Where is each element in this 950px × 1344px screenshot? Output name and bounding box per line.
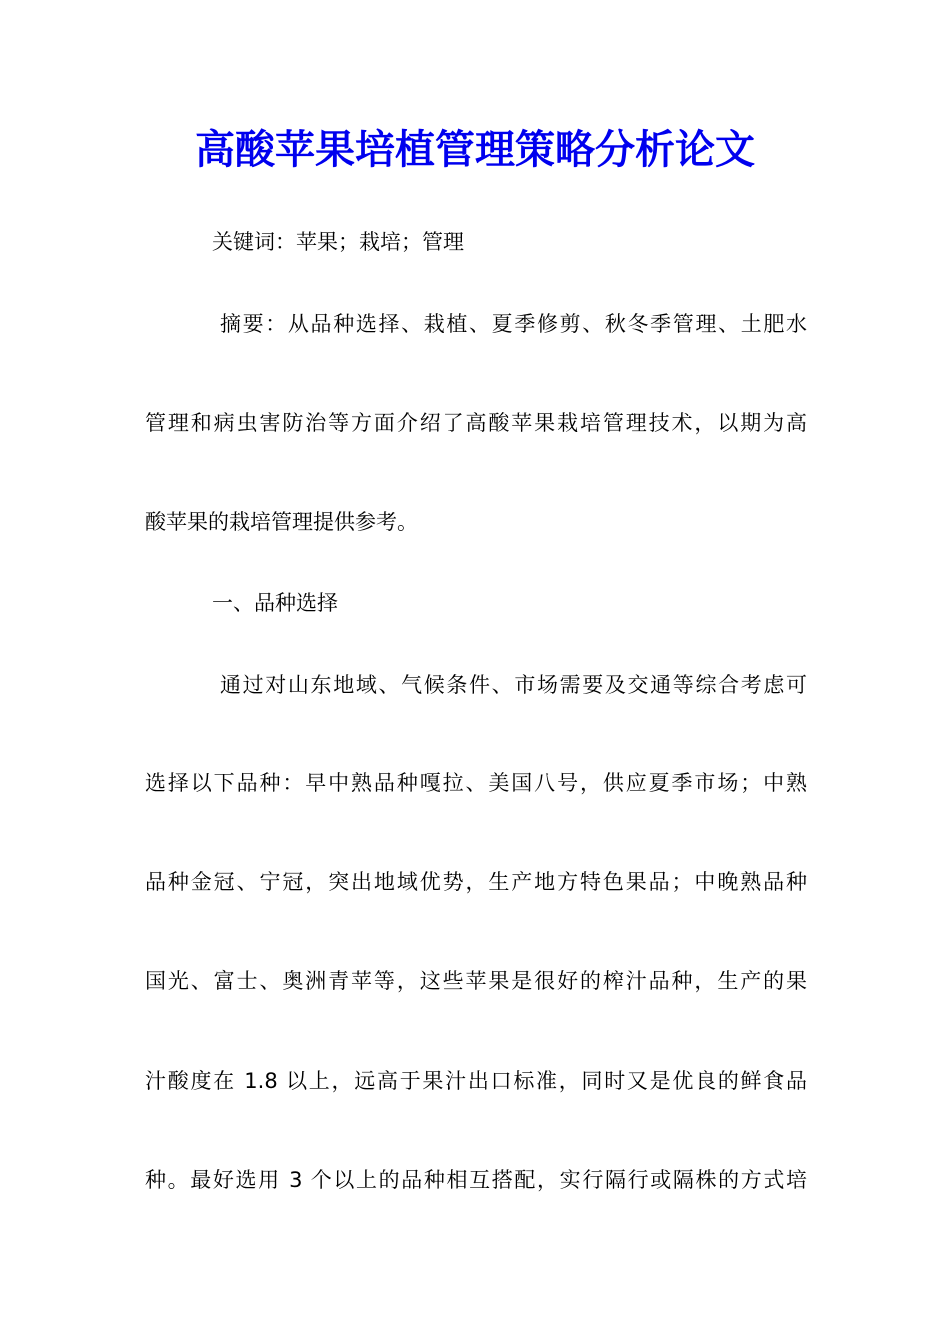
abstract-line: 酸苹果的栽培管理提供参考。 [145, 510, 418, 534]
section-heading: 一、品种选择 [212, 591, 338, 615]
body-line: 汁酸度在 1.8 以上，远高于果汁出口标准，同时又是优良的鲜食品 [145, 1069, 807, 1093]
abstract-line: 管理和病虫害防治等方面介绍了高酸苹果栽培管理技术，以期为高 [145, 411, 807, 435]
body-line: 选择以下品种：早中熟品种嘎拉、美国八号，供应夏季市场；中熟 [145, 771, 807, 795]
abstract-line: 摘要：从品种选择、栽植、夏季修剪、秋冬季管理、土肥水 [220, 312, 807, 336]
document-title: 高酸苹果培植管理策略分析论文 [195, 126, 755, 173]
body-line: 通过对山东地域、气候条件、市场需要及交通等综合考虑可 [220, 673, 807, 697]
keywords-line: 关键词：苹果；栽培；管理 [212, 230, 464, 254]
body-line: 国光、富士、奥洲青苹等，这些苹果是很好的榨汁品种，生产的果 [145, 969, 807, 993]
body-line: 种。最好选用 3 个以上的品种相互搭配，实行隔行或隔株的方式培 [145, 1168, 807, 1192]
body-line: 品种金冠、宁冠，突出地域优势，生产地方特色果品；中晚熟品种 [145, 870, 807, 894]
